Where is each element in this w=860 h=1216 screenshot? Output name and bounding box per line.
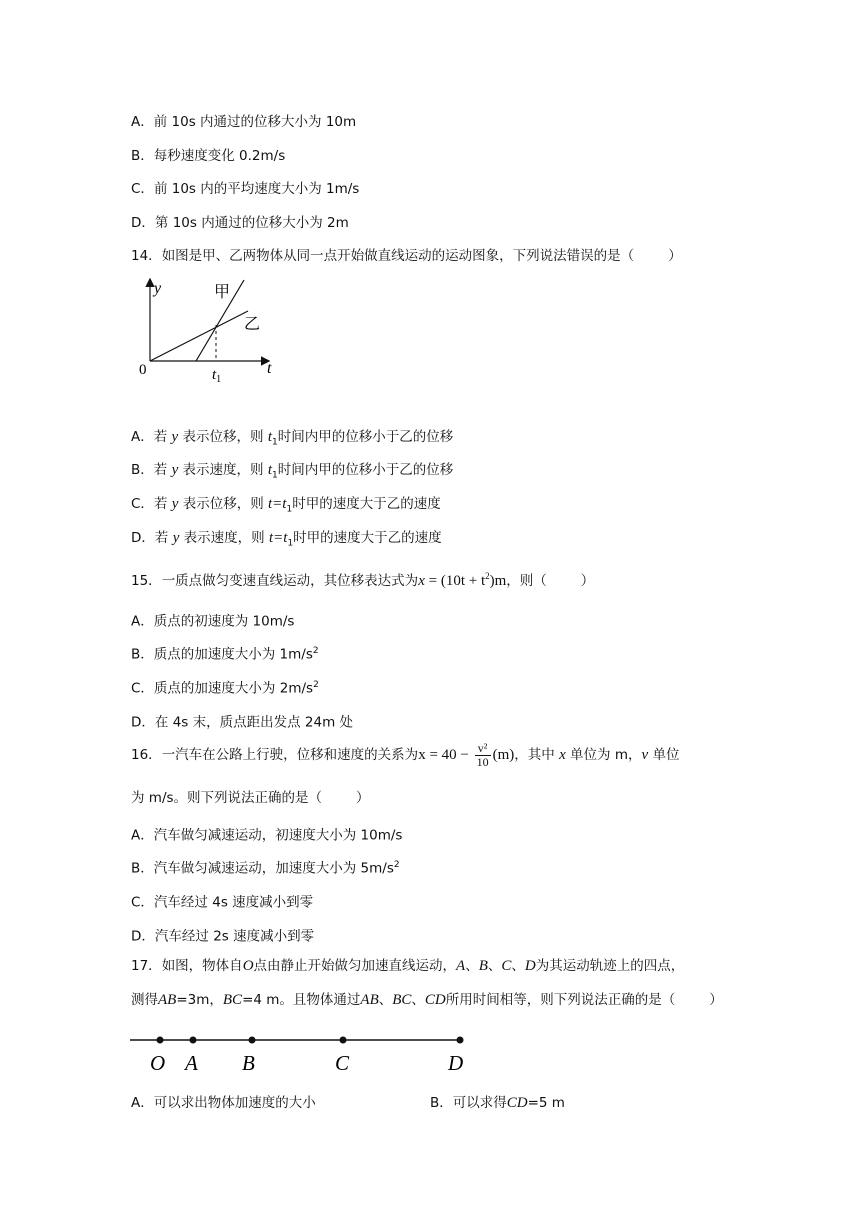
q16-option-a: A．汽车做匀减速运动，初速度大小为 10m/s	[131, 827, 403, 844]
q16-stem-line2: 为 m/s。则下列说法正确的是（ ）	[131, 790, 370, 806]
point-a	[190, 1037, 197, 1044]
q17-option-a: A．可以求出物体加速度的大小	[131, 1095, 316, 1111]
q17-stem-line2: 测得AB=3m，BC=4 m。且物体通过AB、BC、CD所用时间相等，则下列说法正确的是（ ）	[131, 992, 723, 1008]
q13-option-d: D．第 10s 内通过的位移大小为 2m	[131, 215, 349, 231]
label-c: C	[335, 1051, 350, 1075]
jia-label: 甲	[214, 284, 231, 301]
q16-formula: x = 40 − $\frac{\text{v²}}{10}$ (m)	[418, 741, 515, 770]
point-d	[457, 1037, 464, 1044]
line-yi	[150, 311, 248, 361]
q14-option-d: D．若 y 表示速度，则 $t=t_1$时甲的速度大于乙的速度	[131, 530, 442, 549]
label-d: D	[448, 1051, 464, 1075]
q14-option-a: A．若 y 表示位移，则 $t_1$时间内甲的位移小于乙的位移	[131, 429, 454, 448]
origin-label: 0	[139, 362, 147, 378]
q13-option-b: B．每秒速度变化 0.2m/s	[131, 148, 286, 164]
q15-option-b: B．质点的加速度大小为 $1m/s^2$	[131, 646, 319, 663]
q15-formula: $x = (10t + t^2)m$	[418, 571, 507, 589]
q16-option-d: D．汽车经过 2s 速度减小到零	[131, 928, 315, 945]
q13-option-a: A．前 10s 内通过的位移大小为 10m	[131, 114, 357, 130]
q14-option-c: C．若 y 表示位移，则 $t=t_1$时甲的速度大于乙的速度	[131, 496, 441, 515]
q15-option-c: C．质点的加速度大小为 $2m/s^2$	[131, 680, 319, 697]
q17-stem-line1: 17．如图，物体自O点由静止开始做匀加速直线运动，A、B、C、D为其运动轨迹上的四点，	[131, 958, 685, 974]
q14-graph	[130, 275, 290, 390]
label-a: A	[185, 1051, 198, 1075]
q15-option-d: D．在 4s 末，质点距出发点 24m 处	[131, 714, 354, 731]
point-o	[157, 1037, 164, 1044]
q13-option-c: C．前 10s 内的平均速度大小为 1m/s	[131, 181, 360, 197]
label-b: B	[242, 1051, 255, 1075]
q16-option-b: B．汽车做匀减速运动，加速度大小为 $5m/s^2$	[131, 860, 400, 877]
point-c	[340, 1037, 347, 1044]
label-o: O	[150, 1051, 166, 1075]
q17-track-diagram	[128, 1030, 478, 1078]
t-axis-label: t	[267, 360, 272, 377]
q15-stem: 15．一质点做匀变速直线运动，其位移表达式为$x = (10t + t^2)m$，则（ ）	[131, 571, 595, 589]
t1-label: $t_1$	[212, 367, 222, 385]
q16-fraction: $\frac{\text{v²}}{10}$	[476, 741, 489, 770]
yi-label: 乙	[244, 316, 261, 333]
q17-option-b: B．可以求得CD=5 m	[430, 1095, 565, 1111]
point-b	[249, 1037, 256, 1044]
q14-option-b: B．若 y 表示速度，则 $t_1$时间内甲的位移小于乙的位移	[131, 462, 454, 481]
q14-stem: 14．如图是甲、乙两物体从同一点开始做直线运动的运动图象，下列说法错误的是（ ）	[131, 248, 682, 264]
y-axis-label: y	[154, 280, 162, 297]
q16-option-c: C．汽车经过 4s 速度减小到零	[131, 894, 314, 911]
q15-option-a: A．质点的初速度为 10m/s	[131, 613, 295, 630]
q16-stem-line1: 16．一汽车在公路上行驶，位移和速度的关系为x = 40 − $\frac{\text{v²}}{10}$ (m)，其中 x 单位为 m，v 单位	[131, 741, 680, 770]
